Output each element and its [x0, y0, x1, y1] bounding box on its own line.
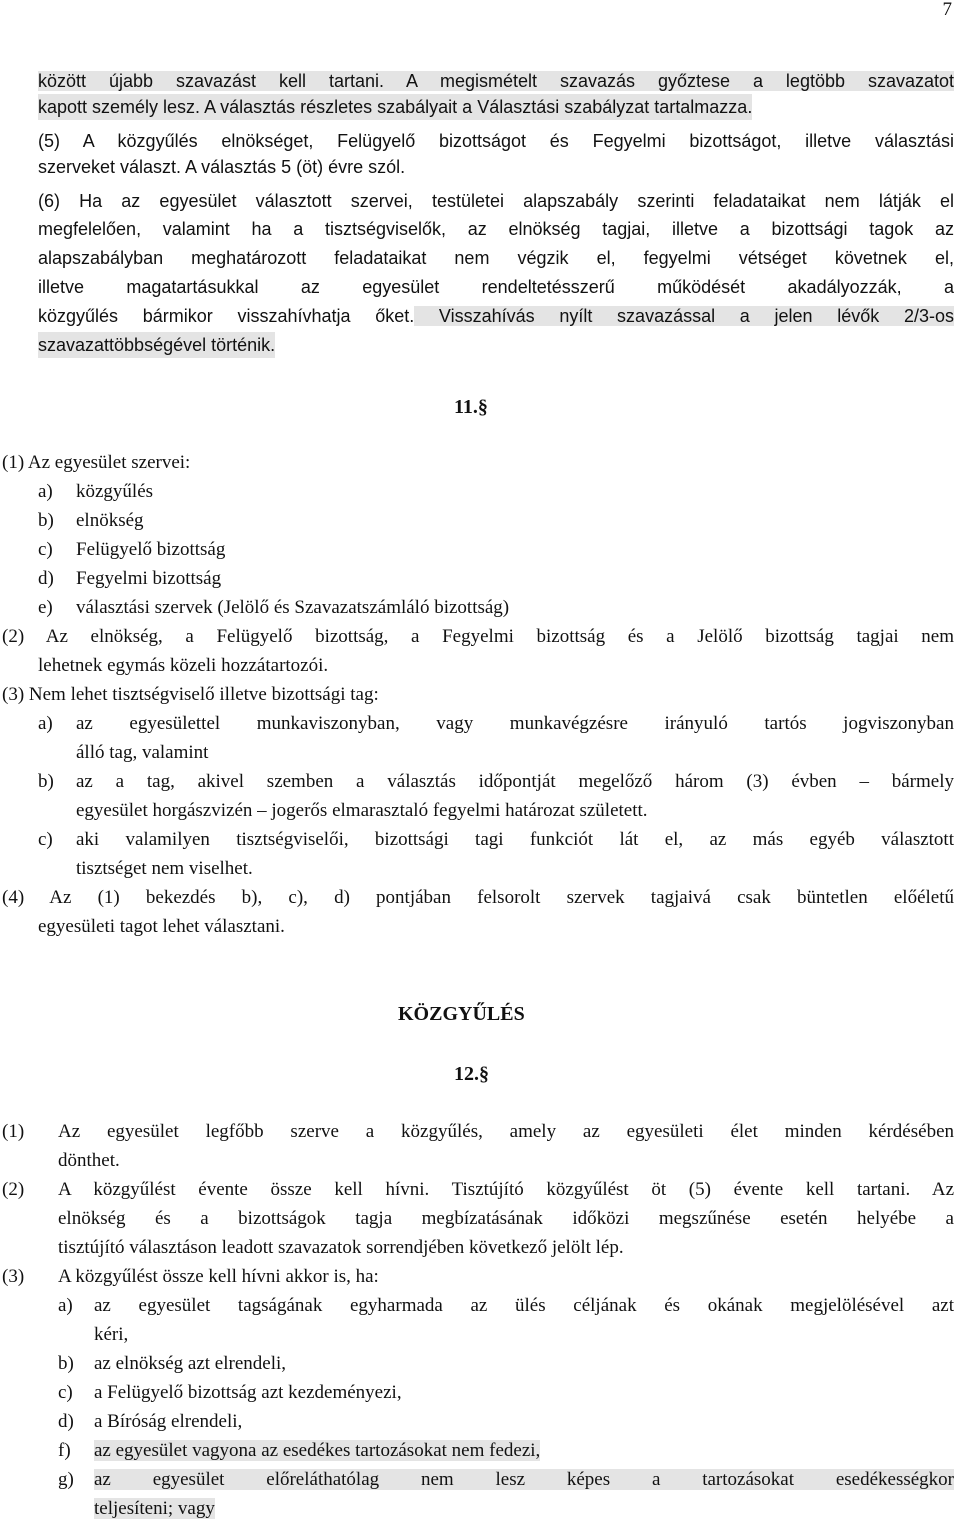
page-number: 7	[942, 0, 952, 20]
list-item: álló tag, valamint	[76, 742, 209, 763]
list-item: az egyesület tagságának egyharmada az ülés céljának és okának megjelölésével azt	[94, 1295, 954, 1316]
list-item: kéri,	[94, 1324, 129, 1345]
highlighted-text: az egyesület előreláthatólag nem lesz képes a tartozásokat esedékességkor	[94, 1469, 954, 1490]
paragraph-line: dönthet.	[58, 1150, 120, 1171]
list-item: Felügyelő bizottság	[76, 539, 226, 560]
highlighted-text: között újabb szavazást kell tartani.	[38, 71, 384, 91]
list-item: Fegyelmi bizottság	[76, 568, 222, 589]
list-item: az elnökség azt elrendeli,	[94, 1353, 287, 1374]
list-item: az a tag, akivel szemben a választás időpontját megelőző három (3) évben – bármely	[76, 771, 954, 792]
list-item: tisztséget nem viselhet.	[76, 858, 253, 879]
paragraph-line: Az egyesület legfőbb szerve a közgyűlés, amely az egyesületi élet minden kérdésében	[58, 1121, 954, 1142]
paragraph-line: egyesületi tagot lehet választani.	[38, 916, 285, 937]
list-marker: (1)	[2, 1121, 25, 1142]
list-marker: c)	[38, 539, 53, 560]
section-title: 12.§	[454, 1063, 489, 1085]
paragraph-line: szerveket választ. A választás 5 (öt) évre szól.	[38, 157, 406, 177]
text-segment: közgyűlés bármikor visszahívhatja őket.	[38, 306, 415, 326]
highlighted-text: az egyesület vagyona az esedékes tartozásokat nem fedezi,	[94, 1440, 541, 1461]
list-marker: a)	[38, 713, 53, 734]
list-item: aki valamilyen tisztségviselői, bizottsági tagi funkciót lát el, az más egyéb választott	[76, 829, 954, 850]
list-item: az egyesülettel munkaviszonyban, vagy munkavégzésre irányuló tartós jogviszonyban	[76, 713, 954, 734]
list-item	[94, 1467, 954, 1493]
list-marker: e)	[38, 597, 53, 618]
paragraph-line: elnökség és a bizottságok tagja megbízatásának időközi megszűnése esetén helyébe a	[58, 1208, 954, 1229]
list-marker: b)	[38, 771, 54, 792]
list-item	[94, 1438, 540, 1464]
list-marker: a)	[38, 481, 53, 502]
paragraph-line: (3) Nem lehet tisztségviselő illetve bizottsági tag:	[2, 684, 379, 705]
list-marker: g)	[58, 1469, 74, 1490]
list-marker: b)	[38, 510, 54, 531]
highlighted-text: Visszahívás nyílt szavazással a jelen lévők 2/3-os	[414, 306, 954, 326]
list-marker: c)	[58, 1382, 73, 1403]
chapter-heading: KÖZGYŰLÉS	[398, 1003, 525, 1025]
paragraph-line: (6) Ha az egyesület választott szervei, testületei alapszabály szerinti feladataikat nem látják el	[38, 191, 954, 211]
paragraph-line: (5) A közgyűlés elnökséget, Felügyelő bizottságot és Fegyelmi bizottságot, illetve választási	[38, 131, 954, 151]
paragraph-line: A közgyűlést össze kell hívni akkor is, ha:	[58, 1266, 379, 1287]
list-marker: (3)	[2, 1266, 25, 1287]
paragraph-line: megfelelően, valamint ha a tisztségviselők, az elnökség tagjai, illetve a bizottsági tagok az	[38, 219, 954, 239]
paragraph-line: (2) Az elnökség, a Felügyelő bizottság, a Fegyelmi bizottság és a Jelölő bizottság tagjai nem	[2, 626, 954, 647]
list-item: elnökség	[76, 510, 144, 531]
paragraph-line: A közgyűlést évente össze kell hívni. Tisztújító közgyűlést öt (5) évente kell tartani. Az	[58, 1179, 954, 1200]
paragraph-line: (1) Az egyesület szervei:	[2, 452, 191, 473]
paragraph-line: tisztújító választáson leadott szavazatok sorrendjében következő jelölt lép.	[58, 1237, 624, 1258]
paragraph-line	[38, 303, 954, 329]
paragraph-line: kapott személy lesz. A választás részletes szabályait a Választási szabályzat tartalmazza.	[38, 94, 752, 120]
list-marker: c)	[38, 829, 53, 850]
paragraph-line: alapszabályban meghatározott feladataikat nem végzik el, fegyelmi vétséget követnek el,	[38, 248, 954, 268]
paragraph-line: (4) Az (1) bekezdés b), c), d) pontjában felsorolt szervek tagjaivá csak büntetlen előéletű	[2, 887, 954, 908]
list-item: a Felügyelő bizottság azt kezdeményezi,	[94, 1382, 402, 1403]
list-item	[94, 1496, 215, 1522]
paragraph-line: szavazattöbbségével történik.	[38, 332, 275, 358]
list-marker: f)	[58, 1440, 71, 1461]
paragraph-line: illetve magatartásukkal az egyesület rendeltetésszerű működését akadályozzák, a	[38, 277, 954, 297]
paragraph-line: lehetnek egymás közeli hozzátartozói.	[38, 655, 329, 676]
list-marker: d)	[38, 568, 54, 589]
list-marker: d)	[58, 1411, 74, 1432]
list-item: egyesület horgászvizén – jogerős elmarasztaló fegyelmi határozat született.	[76, 800, 648, 821]
highlighted-text: A megismételt szavazás győztese a legtöbb szavazatot	[384, 71, 954, 91]
list-item: közgyűlés	[76, 481, 154, 502]
list-marker: b)	[58, 1353, 74, 1374]
list-item: választási szervek (Jelölő és Szavazatszámláló bizottság)	[76, 597, 510, 618]
highlighted-text: teljesíteni; vagy	[94, 1498, 215, 1519]
section-title: 11.§	[454, 396, 488, 418]
paragraph-line	[38, 68, 954, 94]
list-marker: (2)	[2, 1179, 25, 1200]
list-marker: a)	[58, 1295, 73, 1316]
list-item: a Bíróság elrendeli,	[94, 1411, 243, 1432]
